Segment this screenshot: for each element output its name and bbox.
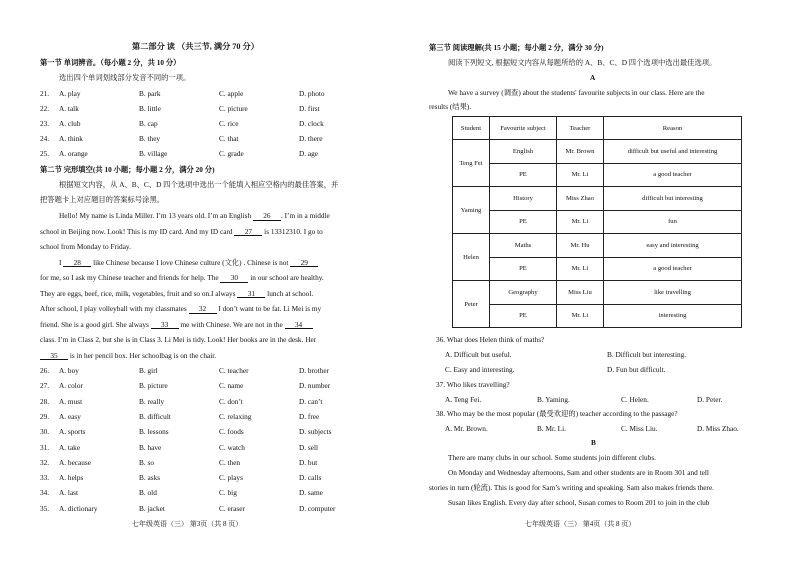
q33-option-b: B. asks [139, 473, 161, 483]
q22-option-a: A. talk [59, 104, 79, 113]
q21-option-c: C. apple [219, 89, 244, 98]
q32-option-c: C. then [219, 457, 241, 467]
teacher-cell: Mr. Hu [557, 234, 604, 258]
q24-option-d: D. there [299, 134, 323, 143]
q28-option-a: A. must [59, 396, 83, 406]
table-row [453, 257, 742, 281]
cloze-line [40, 243, 131, 252]
teacher-cell: Mr. Li [557, 210, 604, 234]
q24-option-a: A. think [59, 134, 83, 143]
q31-option-b: B. have [139, 442, 162, 452]
passage-a-label: A [590, 73, 596, 82]
q35-question-number: 35. [40, 503, 50, 513]
section2-instruction-1: 根据短文内容，从 A、B、C、D 四个选项中选出一个能填入相应空格内的最佳答案，并 [59, 180, 339, 189]
q26-option-a: A. boy [59, 366, 79, 375]
q37-option-b: B. Yaming. [537, 395, 570, 404]
cloze-text: school in Beijing now. Look! This is my ID card. And my ID card [40, 226, 235, 236]
q32-option-b: B. so [139, 457, 155, 467]
q31-option-c: C. watch [219, 442, 245, 452]
blank-26: 26 [253, 212, 281, 221]
subject-cell: PE [490, 210, 557, 234]
cloze-line [59, 259, 318, 268]
blank-28: 28 [63, 259, 91, 268]
section2-heading: 第二节 完形填空(共 10 小题；每小题 2 分，满分 20 分) [40, 165, 215, 174]
blank-30: 30 [220, 274, 248, 283]
q29-option-b: B. difficult [139, 411, 171, 421]
q23-option-b: B. cap [139, 119, 158, 128]
q30-question-number: 30. [40, 427, 50, 437]
q26-option-c: C. teacher [219, 366, 249, 375]
q26-question-number: 26. [40, 366, 50, 375]
table-row [453, 281, 742, 305]
cloze-text: I don’t want to be fat. Li Mei is my [216, 304, 322, 313]
teacher-cell: Mr. Li [557, 163, 604, 187]
cloze-line [59, 212, 330, 221]
q29-question-number: 29. [40, 411, 50, 421]
q37-option-c: C. Helen. [621, 395, 649, 404]
blank-29: 29 [290, 259, 318, 268]
passage-b-line-1: There are many clubs in our school. Some students join different clubs. [448, 453, 656, 462]
q30-option-b: B. lessons [139, 427, 169, 437]
q22-question-number: 22. [40, 104, 50, 113]
q37-option-a: A. Teng Fei. [445, 395, 482, 404]
subject-cell: History [490, 187, 557, 211]
subject-cell: Geography [490, 281, 557, 305]
table-row [453, 140, 742, 164]
q34-option-a: A. last [59, 488, 79, 498]
cloze-text: After school, I play volleyball with my classmates [40, 304, 189, 313]
passage-a-line-2: results (结果). [429, 102, 472, 111]
q36-option-a: A. Difficult but useful. [445, 350, 512, 359]
q37-stem: 37. Who likes travelling? [436, 380, 510, 389]
q38-option-a: A. Mr. Brown. [445, 424, 488, 433]
table-row [453, 210, 742, 234]
section1-instruction: 选出四个单词划线部分发音不同的一项。 [59, 73, 191, 82]
q35-option-c: C. eraser [219, 503, 245, 513]
cloze-text: . I’m in a middle [280, 211, 330, 220]
q35-option-d: D. computer [299, 503, 336, 513]
subject-cell: PE [490, 257, 557, 281]
cloze-line [40, 321, 313, 330]
q27-option-b: B. picture [139, 381, 168, 391]
q25-option-a: A. orange [59, 149, 88, 158]
cloze-text: like Chinese because I love Chinese culture (文化) . Chinese is not [91, 257, 291, 267]
q22-option-d: D. first [299, 104, 320, 113]
table-row [453, 304, 742, 328]
q27-option-c: C. name [219, 381, 244, 391]
survey-table [452, 116, 742, 328]
q36-option-d: D. Fun but difficult. [607, 365, 666, 374]
table-row [453, 234, 742, 258]
cloze-text: for me, so I ask my Chinese teacher and friends for help. The [40, 273, 221, 282]
q31-option-a: A. take [59, 442, 81, 452]
student-name-cell: Yaming [453, 187, 490, 234]
q27-question-number: 27. [40, 381, 50, 391]
q36-option-b: B. Difficult but interesting. [607, 350, 687, 359]
cloze-text: class. I’m in Class 2, but she is in Class 3. Li Mei is tidy. Look! Her books are in the desk. Her [40, 335, 317, 344]
teacher-cell: Miss Zhao [557, 187, 604, 211]
q25-question-number: 25. [40, 149, 50, 158]
header-reason: Reason [604, 117, 742, 140]
blank-33: 33 [151, 321, 179, 330]
q28-question-number: 28. [40, 396, 50, 406]
q28-option-c: C. don’t [219, 396, 243, 406]
blank-35: 35 [40, 352, 68, 361]
cloze-line [40, 274, 324, 283]
q28-option-d: D. can’t [299, 396, 323, 406]
passage-b-line-3: stories in turn (轮流). This is good for Sam’s writing and speaking. Sam also makes friends there. [429, 483, 715, 492]
reason-cell: a good teacher [604, 257, 742, 281]
cloze-text: I [59, 257, 64, 267]
cloze-text: in our school are healthy. [248, 273, 324, 282]
header-subject: Favourite subject [490, 117, 557, 140]
header-teacher: Teacher [557, 117, 604, 140]
q21-option-a: A. play [59, 89, 81, 98]
blank-27: 27 [234, 228, 262, 237]
q24-option-c: C. that [219, 134, 239, 143]
q32-option-d: D. but [299, 457, 318, 467]
subject-cell: PE [490, 304, 557, 328]
q21-question-number: 21. [40, 89, 50, 98]
q26-option-d: D. brother [299, 366, 329, 375]
cloze-text: friend. She is a good girl. She always [40, 319, 151, 329]
cloze-text: Hello! My name is Linda Miller. I’m 13 years old. I’m an English [59, 211, 253, 220]
section2-instruction-2: 把答题卡上对应题目的答案标号涂黑。 [40, 195, 165, 204]
cloze-text: lunch at school. [265, 288, 314, 298]
cloze-line [40, 290, 313, 299]
q21-option-b: B. park [139, 89, 161, 98]
q34-option-c: C. big [219, 488, 237, 498]
q24-option-b: B. they [139, 134, 161, 143]
q25-option-d: D. age [299, 149, 319, 158]
cloze-line [40, 305, 321, 314]
section3-instruction: 阅读下列短文, 根据短文内容从每题所给的 A、B、C、D 四个选项中选出最佳选项。 [448, 58, 717, 67]
q36-option-c: C. Easy and interesting. [445, 365, 515, 374]
subject-cell: Maths [490, 234, 557, 258]
q29-option-d: D. free [299, 411, 320, 421]
q31-question-number: 31. [40, 442, 50, 452]
q36-stem: 36. What does Helen think of maths? [436, 335, 545, 344]
q22-option-b: B. little [139, 104, 161, 113]
right-page-footer: 七年级英语（三） 第4页（共 8 页） [525, 520, 636, 528]
passage-a-line-1: We have a survey (调查) about the students' favourite subjects in our class. Here are the [448, 88, 705, 97]
cloze-line [40, 352, 216, 361]
q32-option-a: A. because [59, 457, 92, 467]
reason-cell: easy and interesting [604, 234, 742, 258]
subject-cell: English [490, 140, 557, 164]
reason-cell: interesting [604, 304, 742, 328]
cloze-text: me with Chinese. We are not in the [178, 319, 285, 329]
teacher-cell: Mr. Li [557, 304, 604, 328]
passage-b-line-4: Susan likes English. Every day after school, Susan comes to Room 201 to join in the club [448, 498, 710, 507]
student-name-cell: Peter [453, 281, 490, 328]
q30-option-d: D. subjects [299, 427, 332, 437]
cloze-text: is 13312310. I go to [262, 226, 323, 236]
q38-option-c: C. Miss Liu. [621, 424, 658, 433]
q34-question-number: 34. [40, 488, 50, 498]
blank-34: 34 [285, 321, 313, 330]
q23-option-a: A. club [59, 119, 81, 128]
passage-b-line-2: On Monday and Wednesday afternoons, Sam and other students are in Room 301 and tell [448, 468, 709, 477]
q38-option-b: B. Mr. Li. [537, 424, 566, 433]
q37-option-d: D. Peter. [697, 395, 723, 404]
q23-option-d: D. clock [299, 119, 324, 128]
q35-option-a: A. dictionary [59, 503, 98, 513]
passage-b-label: B [591, 438, 596, 447]
q30-option-a: A. sports [59, 427, 86, 437]
table-row [453, 187, 742, 211]
cloze-line [40, 228, 323, 237]
q23-question-number: 23. [40, 119, 50, 128]
part-title: 第二部分 读 （共三节, 满分 70 分） [132, 42, 259, 51]
q38-option-d: D. Miss Zhao. [697, 424, 739, 433]
q28-option-b: B. really [139, 396, 165, 406]
q34-option-b: B. old [139, 488, 157, 498]
q24-question-number: 24. [40, 134, 50, 143]
q38-stem: 38. Who may be the most popular (最受欢迎的) teacher according to the passage? [436, 409, 678, 418]
blank-32: 32 [189, 305, 217, 314]
q32-question-number: 32. [40, 457, 50, 467]
q33-option-d: D. calls [299, 473, 322, 483]
q31-option-d: D. sell [299, 442, 319, 452]
q34-option-d: D. same [299, 488, 323, 498]
reason-cell: fun [604, 210, 742, 234]
header-student: Student [453, 117, 490, 140]
section3-heading: 第三节 阅读理解(共 15 小题；每小题 2 分，满分 30 分) [429, 43, 604, 52]
blank-31: 31 [237, 290, 265, 299]
student-name-cell: Teng Fei [453, 140, 490, 187]
q25-option-b: B. village [139, 149, 168, 158]
table-header-row [453, 117, 742, 140]
cloze-text: is in her pencil box. Her schoolbag is on the chair. [68, 350, 217, 360]
reason-cell: difficult but useful and interesting [604, 140, 742, 164]
q29-option-a: A. easy [59, 411, 81, 421]
left-page-footer: 七年级英语（三） 第3页（共 8 页） [132, 520, 243, 528]
section1-heading: 第一节 单词辨音。（每小题 2 分，共 10 分） [40, 58, 181, 67]
q30-option-c: C. foods [219, 427, 244, 437]
q33-question-number: 33. [40, 473, 50, 483]
teacher-cell: Mr. Brown [557, 140, 604, 164]
q23-option-c: C. rice [219, 119, 239, 128]
cloze-line [40, 336, 316, 345]
table-row [453, 163, 742, 187]
reason-cell: like travelling [604, 281, 742, 305]
q26-option-b: B. girl [139, 366, 158, 375]
reason-cell: difficult but interesting [604, 187, 742, 211]
q27-option-d: D. number [299, 381, 331, 391]
teacher-cell: Miss Liu [557, 281, 604, 305]
cloze-text: school from Monday to Friday. [40, 242, 131, 251]
q27-option-a: A. color [59, 381, 83, 391]
q25-option-c: C. grade [219, 149, 244, 158]
q29-option-c: C. relaxing [219, 411, 252, 421]
subject-cell: PE [490, 163, 557, 187]
q33-option-a: A. helps [59, 473, 84, 483]
teacher-cell: Mr. Li [557, 257, 604, 281]
cloze-text: They are eggs, beef, rice, milk, vegetables, fruit and so on.I always [40, 288, 238, 298]
q21-option-d: D. photo [299, 89, 325, 98]
q35-option-b: B. jacket [139, 503, 165, 513]
q22-option-c: C. picture [219, 104, 248, 113]
reason-cell: a good teacher [604, 163, 742, 187]
student-name-cell: Helen [453, 234, 490, 281]
q33-option-c: C. plays [219, 473, 243, 483]
